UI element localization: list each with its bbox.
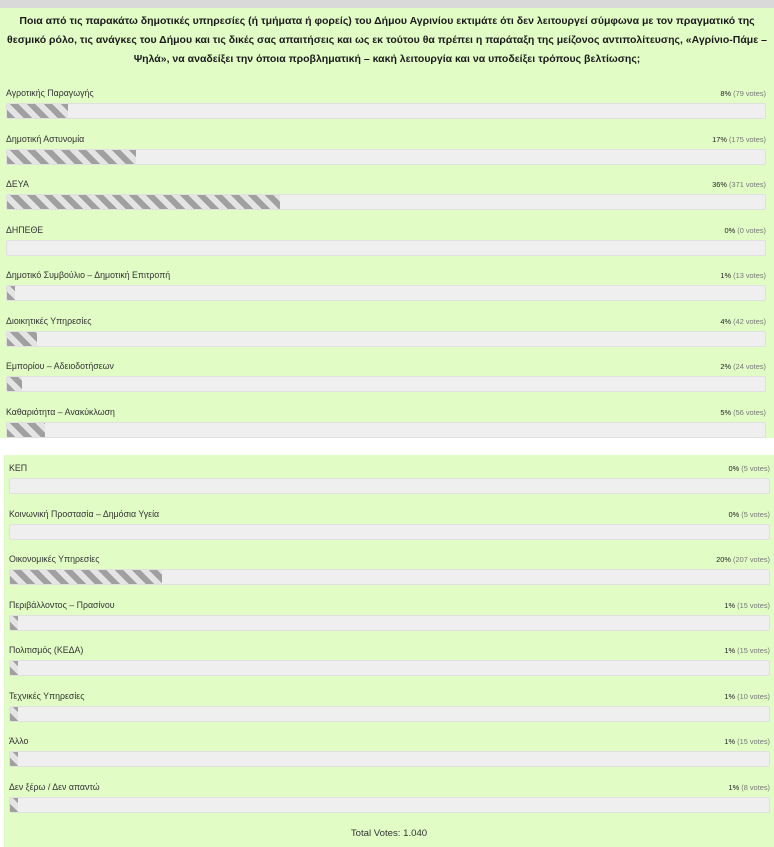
poll-option-result: [728, 510, 770, 519]
poll-option-percent: 4%: [720, 316, 732, 326]
poll-option-label: ΔΗΠΕΘΕ: [6, 224, 44, 235]
poll-option-result: [720, 317, 766, 326]
poll-option: [4, 505, 774, 551]
poll-option: [4, 459, 774, 505]
poll-panel-part2: [4, 455, 774, 847]
poll-option-label: Διοικητικές Υπηρεσίες: [6, 315, 92, 326]
poll-option-label: ΚΕΠ: [9, 463, 28, 473]
poll-option-votes: (15 votes): [737, 737, 770, 746]
poll-option-bar-track: [6, 103, 766, 119]
poll-options-list: [0, 84, 774, 448]
poll-option-percent: 8%: [720, 89, 732, 98]
poll-option-result: [720, 362, 766, 371]
poll-option-result: [720, 89, 766, 98]
poll-option-bar-track: [6, 422, 766, 438]
poll-option-votes: (10 votes): [737, 691, 770, 701]
poll-option-bar-fill: [7, 377, 22, 391]
poll-option-percent: 0%: [728, 464, 740, 473]
poll-option: [0, 403, 774, 449]
poll-option-result: [724, 226, 766, 235]
poll-option-votes: (42 votes): [733, 316, 766, 326]
poll-option-label: Καθαριότητα – Ανακύκλωση: [6, 406, 115, 417]
poll-option-bar-fill: [10, 707, 18, 721]
poll-option: [4, 687, 774, 733]
poll-option-bar-fill: [10, 616, 18, 630]
poll-option-percent: 0%: [728, 509, 740, 519]
poll-option-bar-fill: [10, 570, 162, 584]
poll-option-bar-track: [9, 524, 770, 540]
poll-option-votes: (5 votes): [741, 509, 770, 519]
poll-option: [0, 130, 774, 176]
poll-option: [0, 266, 774, 312]
poll-option-percent: 2%: [720, 362, 732, 371]
poll-option-result: [712, 180, 766, 189]
poll-option-result: [724, 737, 770, 746]
poll-option-percent: 20%: [716, 555, 731, 564]
poll-option: [0, 221, 774, 267]
poll-option-bar-track: [9, 478, 770, 494]
poll-option-percent: 1%: [724, 737, 736, 746]
poll-option-label: Εμπορίου – Αδειοδοτήσεων: [6, 361, 114, 371]
poll-option-bar-track: [6, 285, 766, 301]
poll-option-votes: (13 votes): [733, 271, 766, 280]
poll-option-percent: 1%: [724, 600, 736, 610]
poll-option-bar-track: [9, 797, 770, 813]
poll-option-percent: 1%: [724, 691, 736, 701]
poll-option-percent: 5%: [720, 407, 732, 417]
poll-option-result: [720, 408, 766, 417]
poll-option-label: Δημοτικό Συμβούλιο – Δημοτική Επιτροπή: [6, 270, 171, 280]
poll-option-votes: (371 votes): [729, 180, 766, 189]
poll-option-votes: (24 votes): [733, 362, 766, 371]
poll-option-label: Τεχνικές Υπηρεσίες: [9, 690, 85, 701]
poll-option: [0, 84, 774, 130]
poll-option-bar-fill: [7, 423, 45, 437]
poll-option: [0, 357, 774, 403]
poll-option-percent: 1%: [724, 646, 736, 655]
poll-option-bar-track: [9, 569, 770, 585]
poll-option-bar-fill: [7, 332, 37, 346]
poll-option-votes: (207 votes): [733, 555, 770, 564]
poll-option-bar-track: [9, 615, 770, 631]
poll-option-votes: (15 votes): [737, 646, 770, 655]
poll-option-bar-fill: [7, 286, 15, 300]
poll-option: [4, 778, 774, 824]
poll-option-label: Άλλο: [9, 736, 29, 746]
poll-option-label: Πολιτισμός (ΚΕΔΑ): [9, 645, 84, 655]
poll-option: [0, 312, 774, 358]
poll-option-label: Δεν ξέρω / Δεν απαντώ: [9, 781, 100, 792]
poll-option-bar-fill: [7, 195, 280, 209]
poll-option-bar-fill: [7, 150, 136, 164]
poll-option-result: [720, 271, 766, 280]
poll-option-percent: 0%: [724, 225, 736, 235]
poll-option-bar-track: [6, 331, 766, 347]
poll-option-label: ΔΕΥΑ: [6, 179, 29, 189]
poll-option: [4, 641, 774, 687]
poll-option-result: [724, 601, 770, 610]
poll-option-result: [724, 692, 770, 701]
poll-option-votes: (0 votes): [737, 225, 766, 235]
poll-option-result: [728, 464, 770, 473]
poll-option-label: Δημοτική Αστυνομία: [6, 133, 85, 144]
poll-option: [0, 175, 774, 221]
poll-option-result: [728, 783, 770, 792]
poll-option-bar-fill: [7, 104, 68, 118]
poll-option-votes: (8 votes): [741, 782, 770, 792]
total-votes: Total Votes: 1.040: [350, 828, 428, 839]
poll-option-bar-track: [6, 240, 766, 256]
poll-option: [4, 732, 774, 778]
poll-option-label: Αγροτικής Παραγωγής: [6, 88, 94, 98]
poll-option-label: Οικονομικές Υπηρεσίες: [9, 554, 100, 564]
poll-option-percent: 36%: [712, 180, 727, 189]
poll-option: [4, 550, 774, 596]
poll-option-bar-track: [9, 751, 770, 767]
poll-option-label: Κοινωνική Προστασία – Δημόσια Υγεία: [9, 508, 160, 519]
poll-option-votes: (175 votes): [729, 134, 766, 144]
poll-option-percent: 17%: [712, 134, 727, 144]
poll-option-votes: (79 votes): [733, 89, 766, 98]
poll-options-list: [4, 455, 774, 823]
poll-option-votes: (5 votes): [741, 464, 770, 473]
poll-option-label: Περιβάλλοντος – Πρασίνου: [9, 599, 115, 610]
poll-option-result: [712, 135, 766, 144]
poll-option-percent: 1%: [720, 271, 732, 280]
poll-question: Ποια από τις παρακάτω δημοτικές υπηρεσίες (ή τμήματα ή φορείς) του Δήμου Αγρινίου εκτιμάτε ότι δεν λειτουργεί σύμφωνα με τον πραγματικό της θεσμικό ρόλο, τις ανάγκες του Δήμου και τις δικές σας απαιτήσεις και ως εκ τούτου θα πρέπει η παράταξη της μείζονος αντιπολίτευσης, «Αγρίνιο-Πάμε – Ψηλά», να αναδείξει την όποια προβληματική – κακή λειτουργία και να υποδείξει τρόπους βελτίωσης;: [7, 15, 767, 65]
poll-option-percent: 1%: [728, 782, 740, 792]
poll-option-bar-fill: [10, 798, 18, 812]
poll-panel-part1: [0, 8, 774, 438]
poll-option-bar-fill: [10, 661, 18, 675]
poll-option-bar-track: [6, 194, 766, 210]
poll-option: [4, 596, 774, 642]
poll-option-result: [716, 555, 770, 564]
poll-option-bar-track: [6, 149, 766, 165]
poll-option-bar-track: [9, 660, 770, 676]
poll-option-bar-fill: [10, 752, 18, 766]
top-bar: [0, 0, 774, 8]
poll-option-bar-track: [9, 706, 770, 722]
poll-option-result: [724, 646, 770, 655]
poll-option-bar-track: [6, 376, 766, 392]
poll-option-votes: (56 votes): [733, 407, 766, 417]
poll-option-votes: (15 votes): [737, 600, 770, 610]
